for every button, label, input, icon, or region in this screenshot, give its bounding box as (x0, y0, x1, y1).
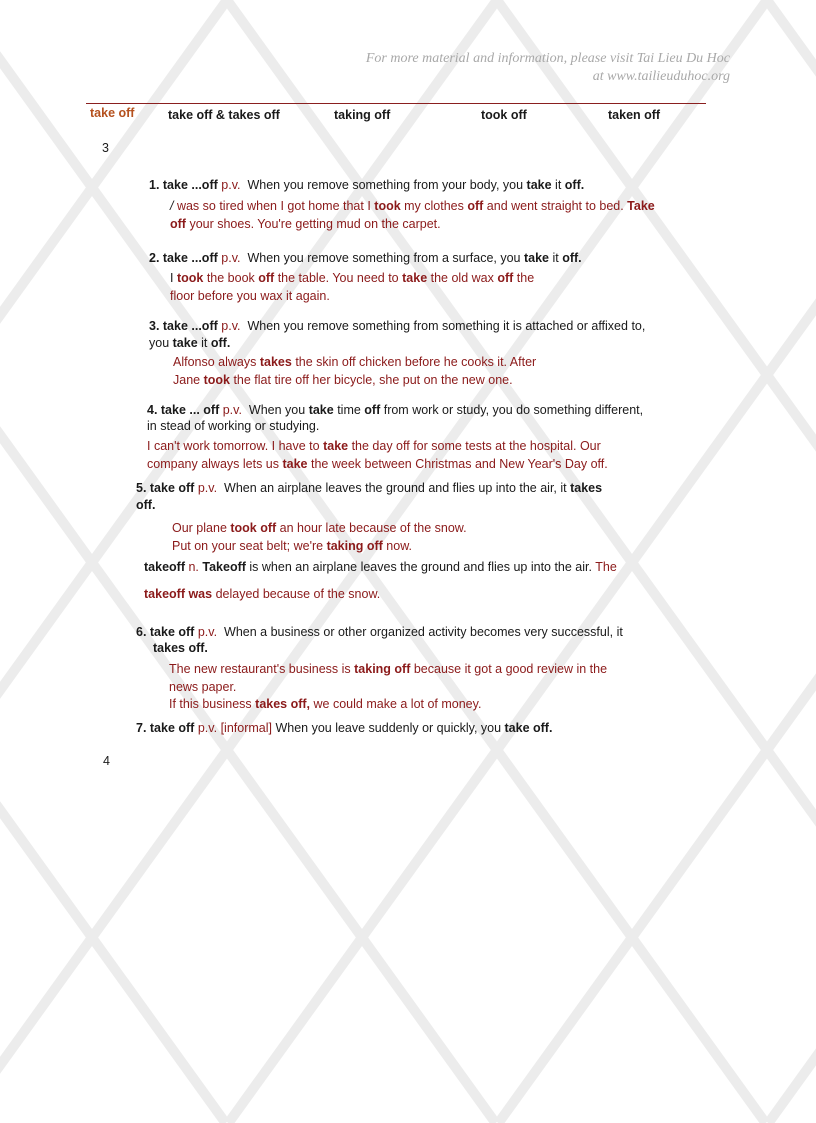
entry-6-ex3-c: we could make a lot of money. (310, 697, 482, 711)
entry-2-def-text: When you remove something from a surface, you (247, 251, 524, 265)
entry-3-ex2-a: Jane (173, 373, 204, 387)
entry-5-example-line-1 (172, 519, 467, 537)
entry-6-ex-c: because it got a good review in the (410, 662, 608, 676)
entry-1-ex-slash: / (170, 199, 177, 213)
entry-6-headword: 6. take off (136, 625, 195, 639)
entry-7-def-text: When you leave suddenly or quickly, you (275, 721, 505, 735)
entry-4-ex2-take: take (282, 457, 308, 471)
entry-3-example-line-2 (173, 371, 513, 389)
entry-1-ex-a: was so tired when I got home that I (176, 199, 375, 213)
entry-2-ex-c: the old wax (427, 271, 498, 285)
entry-7-def-take-off: take off. (504, 721, 553, 735)
watermark-line (767, 0, 816, 1123)
entry-5-def-takes: takes (570, 481, 603, 495)
entry-2-ex-b: the table. You need to (274, 271, 403, 285)
entry-3-headword: 3. take ...off (149, 319, 218, 333)
form-participle: taken off (608, 108, 661, 122)
entry-4-def-e: from work or study, you do something different, (380, 403, 644, 417)
entry-4-definition-line-2: in stead of working or studying. (147, 419, 320, 433)
entry-3-ex-takes: takes (259, 355, 292, 369)
entry-2-example-line-1 (170, 269, 534, 287)
entry-6-definition (136, 623, 623, 641)
entry-5-def2-off: off. (136, 498, 156, 512)
entry-5-ex2-a: Put on your seat belt; we're (172, 539, 327, 553)
entry-3-def2-c: it (197, 336, 211, 350)
entry-5-ex-a: Our plane (172, 521, 231, 535)
form-ing: taking off (334, 108, 391, 122)
entry-5-headword: 5. take off (136, 481, 195, 495)
entry-5-noun-def-a: Takeoff (202, 560, 246, 574)
entry-5-definition (136, 479, 602, 497)
entry-2-ex-off: off (258, 271, 275, 285)
entry-5-noun-headword: takeoff (144, 560, 185, 574)
entry-6-def2: takes off. (153, 641, 208, 655)
entry-2-ex-off-2: off (497, 271, 514, 285)
entry-5-def-text: When an airplane leaves the ground and flies up into the air, it (224, 481, 571, 495)
noun-tag: n. (188, 560, 199, 574)
entry-2-ex-take: take (402, 271, 428, 285)
entry-4-def-take: take (308, 403, 334, 417)
entry-1-ex2-off: off (170, 217, 186, 231)
entry-4-example-line-1 (147, 437, 601, 455)
entry-3-ex-a: Alfonso always (173, 355, 260, 369)
entry-5-ex2-c: now. (382, 539, 412, 553)
entry-6-def-text: When a business or other organized activity becomes very successful, it (224, 625, 623, 639)
entry-3-definition (149, 317, 645, 335)
pv-tag: p.v. (197, 481, 218, 495)
form-past: took off (481, 108, 527, 122)
pv-tag: p.v. (221, 251, 241, 265)
entry-4-def-c: time (333, 403, 365, 417)
page-number-bottom: 4 (103, 754, 110, 768)
entry-4-example-line-2 (147, 455, 608, 473)
entry-3-ex-c: the skin off chicken before he cooks it. After (291, 355, 537, 369)
entry-4-ex2-a: company always lets us (147, 457, 283, 471)
entry-5-noun-def-c: The (595, 560, 617, 574)
entry-6-ex-taking-off: taking off (354, 662, 411, 676)
entry-6-ex-a: The new restaurant's business is (169, 662, 355, 676)
form-present: take off & takes off (168, 108, 280, 122)
source-note (366, 50, 730, 86)
entry-5-ex-c: an hour late because of the snow. (276, 521, 467, 535)
entry-2-ex-i: I (170, 271, 177, 285)
entry-2-def-bold-2: off. (562, 251, 582, 265)
entry-5-noun-example (144, 585, 380, 603)
entry-2-def-bold-1: take (523, 251, 549, 265)
entry-4-ex-c: the day off for some tests at the hospital. Our (348, 439, 601, 453)
entry-5-ex-took-off: took off (230, 521, 277, 535)
entry-5-noun-ex-b: delayed because of the snow. (212, 587, 381, 601)
entry-6-ex3-takes-off: takes off, (255, 697, 311, 711)
entry-3-definition-line-2 (149, 334, 230, 352)
entry-3-ex2-took: took (203, 373, 230, 387)
form-base: take off (90, 106, 135, 120)
entry-2-definition (149, 249, 582, 267)
entry-4-ex-take: take (323, 439, 349, 453)
pv-tag: p.v. (221, 319, 241, 333)
entry-2-ex-d: the (513, 271, 535, 285)
entry-1-ex-c: and went straight to bed. (483, 199, 628, 213)
entry-1-example-line-1 (170, 197, 655, 215)
entry-4-headword: 4. take ... off (147, 403, 220, 417)
entry-6-example-line-1 (169, 660, 607, 678)
entry-4-def-a: When you (248, 403, 309, 417)
entry-1-headword: 1. take ...off (149, 178, 218, 192)
entry-1-def-bold-2: off. (564, 178, 585, 192)
entry-2-ex-a: the book (203, 271, 259, 285)
entry-3-def2-a: you (149, 336, 173, 350)
entry-5-noun-def-b: is when an airplane leaves the ground and flies up into the air. (245, 560, 596, 574)
header-rule (86, 103, 706, 104)
entry-7-headword: 7. take off (136, 721, 195, 735)
informal-tag: [informal] (220, 721, 272, 735)
entry-4-def-off: off (364, 403, 381, 417)
entry-3-example-line-1 (173, 353, 536, 371)
source-note-line-1: For more material and information, please visit Tai Lieu Du Hoc (365, 51, 730, 66)
entry-1-ex2-text: your shoes. You're getting mud on the carpet. (185, 217, 441, 231)
entry-3-def2-off: off. (210, 336, 231, 350)
entry-3-ex2-c: the flat tire off her bicycle, she put on the new one. (229, 373, 513, 387)
entry-7-definition (136, 719, 552, 737)
pv-tag: p.v. (221, 178, 241, 192)
entry-1-def-text: When you remove something from your body, you (247, 178, 527, 192)
entry-6-definition-line-2 (153, 639, 208, 657)
entry-5-definition-line-2 (136, 496, 155, 514)
entry-1-ex-took: took (374, 199, 401, 213)
entry-2-headword: 2. take ...off (149, 251, 218, 265)
entry-5-example-line-2 (172, 537, 412, 555)
entry-5-noun-ex-a: takeoff was (144, 587, 213, 601)
entry-5-noun-definition (144, 558, 617, 576)
page-number-top: 3 (102, 141, 109, 155)
entry-1-example-line-2 (170, 215, 441, 233)
entry-2-def-mid: it (549, 251, 563, 265)
entry-1-ex-off: off (467, 199, 484, 213)
pv-tag: p.v. (222, 403, 242, 417)
entry-3-def-text: When you remove something from something it is attached or affixed to, (247, 319, 646, 333)
entry-1-ex-b: my clothes (400, 199, 468, 213)
entry-1-ex-take: Take (627, 199, 655, 213)
entry-2-ex-took: took (176, 271, 204, 285)
entry-6-example-line-2: news paper. (169, 680, 237, 694)
pv-tag: p.v. (197, 721, 218, 735)
source-note-line-2: at www.tailieuduhoc.org (592, 69, 730, 84)
watermark-line (768, 0, 816, 1123)
entry-2-example-line-2: floor before you wax it again. (170, 289, 330, 303)
entry-3-def2-take: take (172, 336, 198, 350)
entry-6-ex3-a: If this business (169, 697, 256, 711)
entry-1-def-bold-1: take (526, 178, 552, 192)
entry-1-definition (149, 176, 584, 194)
entry-6-example-line-3 (169, 695, 481, 713)
entry-4-ex-a: I can't work tomorrow. I have to (147, 439, 324, 453)
pv-tag: p.v. (197, 625, 218, 639)
entry-5-ex2-taking-off: taking off (326, 539, 383, 553)
entry-4-ex2-c: the week between Christmas and New Year's Day off. (307, 457, 608, 471)
entry-1-def-mid: it (551, 178, 565, 192)
